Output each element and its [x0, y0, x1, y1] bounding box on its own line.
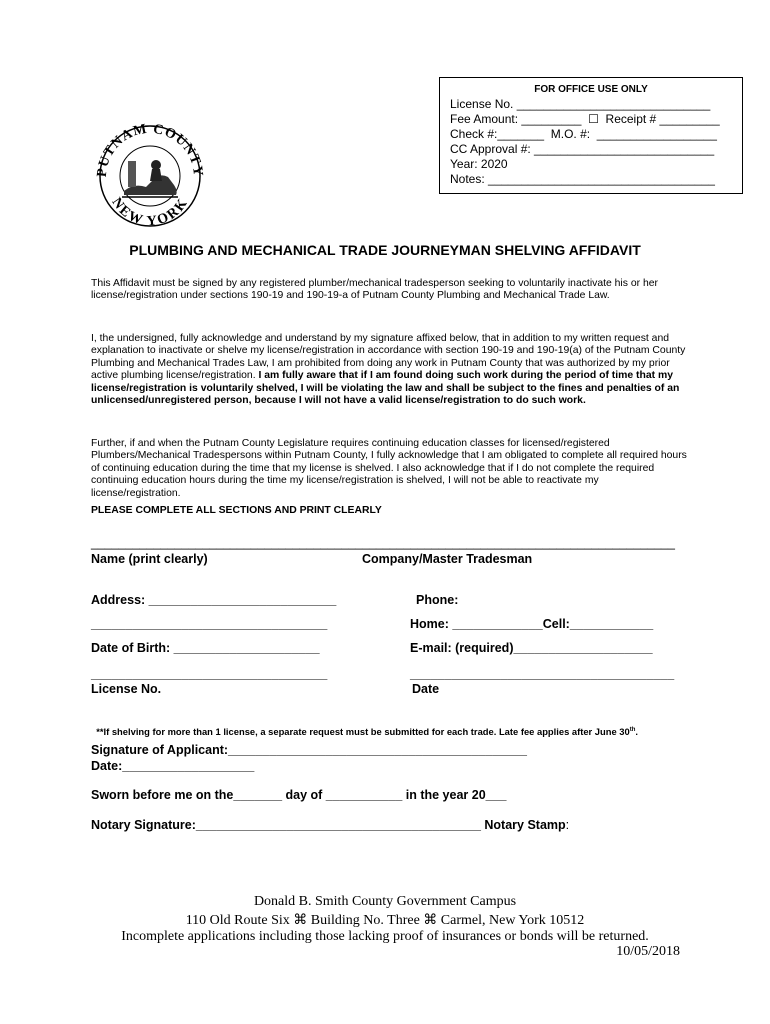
- license-no-line[interactable]: __________________________________: [91, 667, 328, 681]
- office-notes: Notes: __________________________________: [450, 172, 715, 186]
- acknowledgement-text: I, the undersigned, fully acknowledge and understand by my signature affixed below, that in addition to my written request and explanation to inactivate or shelve my license/registration in accordance with section 190-19 and 190-19(a) of the Putnam County Plumbing and Mechanical Trades Law, I am prohibited from doing any work in Putnam County that was authorized by my prior active plumbing license/registration.: [91, 333, 686, 382]
- applicant-date-field[interactable]: Date:___________________: [91, 759, 255, 773]
- complete-all-instruction: PLEASE COMPLETE ALL SECTIONS AND PRINT CLEARLY: [91, 505, 382, 516]
- name-line[interactable]: ____________________________________________________________________________________: [91, 536, 675, 550]
- address-line-2[interactable]: __________________________________: [91, 617, 328, 631]
- footer-campus: Donald B. Smith County Government Campus: [253, 894, 517, 909]
- footer-revision-date: 10/05/2018: [616, 944, 680, 959]
- name-label: Name (print clearly): [91, 552, 208, 566]
- email-field[interactable]: E-mail: (required)____________________: [410, 641, 653, 655]
- phone-label: Phone:: [416, 593, 459, 607]
- address-field[interactable]: Address: ___________________________: [91, 593, 337, 607]
- date-line[interactable]: ______________________________________: [410, 667, 675, 681]
- company-label: Company/Master Tradesman: [362, 552, 533, 566]
- office-fee-amount: Fee Amount: _________ ☐ Receipt # _________: [450, 112, 720, 126]
- county-seal-logo: [94, 121, 206, 229]
- acknowledgement-bold-text: I am fully aware that if I am found doing such work during the period of time that my license/registration is voluntarily shelved, I will be violating the law and shall be subject to the fines and penalties of an unlicensed/unregistered person, because I will not have a valid license/registration to do such work.: [91, 370, 680, 407]
- office-year: Year: 2020: [450, 157, 508, 171]
- office-cc-approval: CC Approval #: ___________________________: [450, 142, 715, 156]
- home-cell-field[interactable]: Home: _____________Cell:____________: [410, 617, 654, 631]
- notary-signature-field[interactable]: Notary Signature:_________________________________________ Notary Stamp:: [91, 818, 570, 832]
- footer-address: 110 Old Route Six ⌘ Building No. Three ⌘ Carmel, New York 10512: [185, 913, 585, 928]
- license-no-label: License No.: [91, 682, 162, 696]
- multiple-license-note: **If shelving for more than 1 license, a separate request must be submitted for each trade. Late fee applies after June 30th.: [96, 726, 639, 737]
- svg-text:NEW YORK: NEW YORK: [108, 195, 192, 229]
- svg-text:PUTNAM COUNTY: PUTNAM COUNTY: [94, 121, 206, 178]
- footer-incomplete-notice: Incomplete applications including those lacking proof of insurances or bonds will be returned.: [121, 929, 649, 944]
- date-of-birth-field[interactable]: Date of Birth: _____________________: [91, 641, 320, 655]
- acknowledgement-paragraph: [91, 333, 687, 407]
- intro-paragraph: This Affidavit must be signed by any registered plumber/mechanical tradesperson seeking to voluntarily inactivate his or her license/registration under sections 190-19 and 190-19-a of Putnam County Plumbing and Mechanical Trade Law.: [91, 278, 658, 302]
- further-paragraph: Further, if and when the Putnam County Legislature requires continuing education classes for licensed/registered Plumbers/Mechanical Tradespersons within Putnam County, I fully acknowledge that I am obligated to complete all required hours of continuing education during the time that my license is shelved. I also acknowledge that if I do not complete the required continuing education hours during the time my license/registration is shelved, I will not be able to reactivate my license/registration.: [91, 438, 687, 499]
- office-check: Check #:_______ M.O. #: __________________: [450, 127, 717, 141]
- office-use-title: FOR OFFICE USE ONLY: [534, 84, 648, 95]
- form-title: PLUMBING AND MECHANICAL TRADE JOURNEYMAN SHELVING AFFIDAVIT: [129, 242, 641, 258]
- date-label: Date: [412, 682, 440, 696]
- sworn-before-field[interactable]: Sworn before me on the_______ day of ___________ in the year 20___: [91, 788, 507, 802]
- applicant-signature-field[interactable]: Signature of Applicant:___________________________________________: [91, 743, 527, 757]
- office-license-no: License No. _____________________________: [450, 97, 711, 111]
- office-use-box: [439, 77, 743, 194]
